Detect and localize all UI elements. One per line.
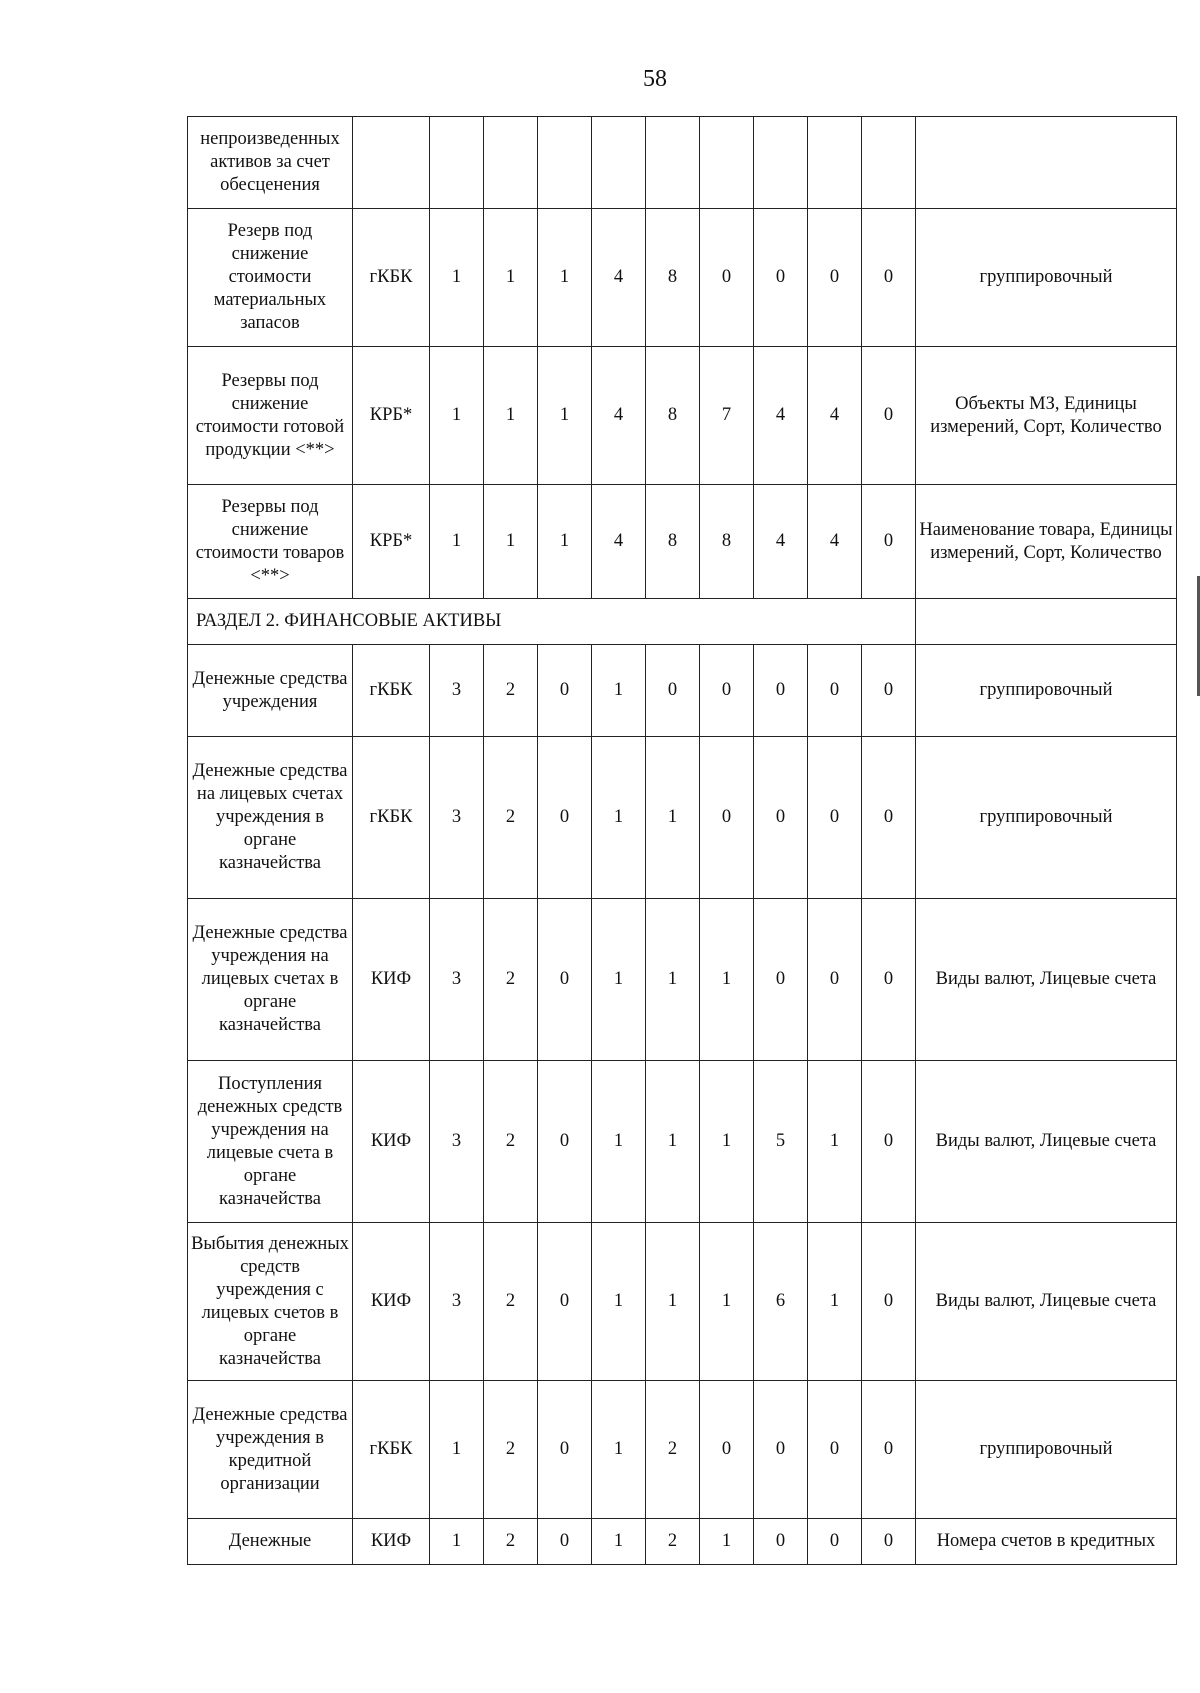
account-digit-cell: 7 bbox=[700, 347, 754, 485]
table-row bbox=[188, 645, 1177, 737]
account-digit-cell bbox=[754, 117, 808, 209]
section-header-body bbox=[188, 599, 1177, 645]
account-digit-cell: 1 bbox=[808, 1061, 862, 1223]
account-digit-cell bbox=[592, 117, 646, 209]
account-digit-cell: 0 bbox=[862, 347, 916, 485]
section-header-row bbox=[188, 599, 1177, 645]
account-digit-cell: 1 bbox=[592, 1061, 646, 1223]
account-digit-cell: 1 bbox=[592, 1223, 646, 1381]
account-digit-cell: 0 bbox=[808, 899, 862, 1061]
section-blank-cell bbox=[916, 599, 1177, 645]
account-digit-cell: 1 bbox=[700, 899, 754, 1061]
account-digit-cell: 1 bbox=[430, 1381, 484, 1519]
table-row bbox=[188, 1381, 1177, 1519]
account-digit-cell: 0 bbox=[538, 1061, 592, 1223]
table-row bbox=[188, 1061, 1177, 1223]
account-digit-cell: 2 bbox=[484, 1061, 538, 1223]
account-code-type-cell: КРБ* bbox=[353, 485, 430, 599]
account-digit-cell: 1 bbox=[484, 347, 538, 485]
account-code-type-cell bbox=[353, 117, 430, 209]
account-code-type-cell: КИФ bbox=[353, 1519, 430, 1565]
account-digit-cell: 0 bbox=[646, 645, 700, 737]
accounts-table-body-lower bbox=[188, 645, 1177, 1565]
account-digit-cell: 0 bbox=[538, 737, 592, 899]
table-row bbox=[188, 347, 1177, 485]
account-digit-cell: 2 bbox=[484, 645, 538, 737]
account-digit-cell: 0 bbox=[754, 1381, 808, 1519]
account-digit-cell: 0 bbox=[808, 1519, 862, 1565]
account-digit-cell bbox=[700, 117, 754, 209]
account-digit-cell: 0 bbox=[538, 1381, 592, 1519]
section-title: РАЗДЕЛ 2. ФИНАНСОВЫЕ АКТИВЫ bbox=[188, 599, 916, 645]
account-name-cell: Резерв под снижение стоимости материальных запасов bbox=[188, 209, 353, 347]
account-digit-cell: 6 bbox=[754, 1223, 808, 1381]
account-digit-cell: 1 bbox=[430, 347, 484, 485]
account-digit-cell: 1 bbox=[700, 1061, 754, 1223]
account-digit-cell: 0 bbox=[808, 209, 862, 347]
account-digit-cell: 1 bbox=[592, 899, 646, 1061]
account-digit-cell: 0 bbox=[808, 737, 862, 899]
account-digit-cell: 8 bbox=[700, 485, 754, 599]
account-digit-cell: 3 bbox=[430, 899, 484, 1061]
page-number: 58 bbox=[643, 66, 667, 92]
account-digit-cell: 0 bbox=[808, 1381, 862, 1519]
account-digit-cell: 0 bbox=[754, 1519, 808, 1565]
account-code-type-cell: КРБ* bbox=[353, 347, 430, 485]
analytics-description-cell: Виды валют, Лицевые счета bbox=[916, 1223, 1177, 1381]
account-code-type-cell: КИФ bbox=[353, 1061, 430, 1223]
accounts-table bbox=[187, 116, 1177, 1565]
analytics-description-cell: Виды валют, Лицевые счета bbox=[916, 1061, 1177, 1223]
account-digit-cell: 1 bbox=[592, 737, 646, 899]
table-row bbox=[188, 1519, 1177, 1565]
account-digit-cell: 4 bbox=[592, 347, 646, 485]
account-digit-cell: 4 bbox=[592, 209, 646, 347]
account-digit-cell: 1 bbox=[646, 1061, 700, 1223]
account-digit-cell: 4 bbox=[592, 485, 646, 599]
table-row bbox=[188, 1223, 1177, 1381]
account-digit-cell: 1 bbox=[538, 485, 592, 599]
account-name-cell: Денежные средства учреждения в кредитной организации bbox=[188, 1381, 353, 1519]
account-digit-cell: 1 bbox=[646, 737, 700, 899]
account-digit-cell: 1 bbox=[430, 1519, 484, 1565]
account-digit-cell: 3 bbox=[430, 645, 484, 737]
account-digit-cell: 2 bbox=[484, 1223, 538, 1381]
account-digit-cell bbox=[538, 117, 592, 209]
account-digit-cell: 1 bbox=[808, 1223, 862, 1381]
account-digit-cell: 1 bbox=[430, 209, 484, 347]
account-digit-cell: 2 bbox=[484, 1519, 538, 1565]
account-digit-cell: 0 bbox=[700, 737, 754, 899]
account-digit-cell: 0 bbox=[862, 1061, 916, 1223]
analytics-description-cell: Объекты МЗ, Единицы измерений, Сорт, Количество bbox=[916, 347, 1177, 485]
account-digit-cell: 1 bbox=[538, 347, 592, 485]
account-digit-cell: 1 bbox=[484, 209, 538, 347]
account-digit-cell: 1 bbox=[700, 1223, 754, 1381]
account-digit-cell: 5 bbox=[754, 1061, 808, 1223]
account-name-cell: Выбытия денежных средств учреждения с лицевых счетов в органе казначейства bbox=[188, 1223, 353, 1381]
account-digit-cell: 3 bbox=[430, 1223, 484, 1381]
account-digit-cell: 3 bbox=[430, 737, 484, 899]
account-digit-cell: 2 bbox=[484, 737, 538, 899]
account-digit-cell: 0 bbox=[862, 1223, 916, 1381]
account-name-cell: Денежные средства учреждения bbox=[188, 645, 353, 737]
analytics-description-cell: группировочный bbox=[916, 645, 1177, 737]
analytics-description-cell: Номера счетов в кредитных bbox=[916, 1519, 1177, 1565]
account-digit-cell: 1 bbox=[592, 1519, 646, 1565]
account-digit-cell: 4 bbox=[808, 485, 862, 599]
account-name-cell: Денежные bbox=[188, 1519, 353, 1565]
account-digit-cell: 0 bbox=[862, 899, 916, 1061]
table-row bbox=[188, 737, 1177, 899]
accounts-table-body-upper bbox=[188, 117, 1177, 599]
table-row bbox=[188, 899, 1177, 1061]
account-digit-cell: 1 bbox=[484, 485, 538, 599]
account-digit-cell: 0 bbox=[862, 1519, 916, 1565]
account-digit-cell: 0 bbox=[700, 645, 754, 737]
analytics-description-cell: Наименование товара, Единицы измерений, Сорт, Количество bbox=[916, 485, 1177, 599]
account-digit-cell: 1 bbox=[646, 899, 700, 1061]
account-digit-cell: 1 bbox=[538, 209, 592, 347]
account-digit-cell: 4 bbox=[754, 347, 808, 485]
account-name-cell: Поступления денежных средств учреждения на лицевые счета в органе казначейства bbox=[188, 1061, 353, 1223]
account-digit-cell bbox=[484, 117, 538, 209]
account-digit-cell: 0 bbox=[808, 645, 862, 737]
analytics-description-cell: группировочный bbox=[916, 1381, 1177, 1519]
account-digit-cell: 8 bbox=[646, 485, 700, 599]
account-digit-cell: 0 bbox=[538, 1519, 592, 1565]
table-row bbox=[188, 209, 1177, 347]
analytics-description-cell: группировочный bbox=[916, 737, 1177, 899]
account-digit-cell: 0 bbox=[754, 645, 808, 737]
account-digit-cell: 0 bbox=[862, 645, 916, 737]
account-digit-cell: 1 bbox=[592, 1381, 646, 1519]
account-digit-cell bbox=[430, 117, 484, 209]
account-name-cell: Денежные средства учреждения на лицевых счетах в органе казначейства bbox=[188, 899, 353, 1061]
account-digit-cell: 0 bbox=[754, 899, 808, 1061]
account-digit-cell: 2 bbox=[484, 899, 538, 1061]
account-digit-cell: 0 bbox=[700, 1381, 754, 1519]
account-digit-cell: 0 bbox=[538, 1223, 592, 1381]
account-digit-cell: 4 bbox=[754, 485, 808, 599]
account-digit-cell: 1 bbox=[592, 645, 646, 737]
account-digit-cell: 8 bbox=[646, 209, 700, 347]
account-digit-cell: 1 bbox=[700, 1519, 754, 1565]
account-name-cell: Резервы под снижение стоимости товаров <**> bbox=[188, 485, 353, 599]
account-digit-cell: 8 bbox=[646, 347, 700, 485]
account-digit-cell: 2 bbox=[646, 1381, 700, 1519]
account-name-cell: Резервы под снижение стоимости готовой продукции <**> bbox=[188, 347, 353, 485]
account-digit-cell: 0 bbox=[862, 737, 916, 899]
account-digit-cell: 0 bbox=[538, 899, 592, 1061]
analytics-description-cell bbox=[916, 117, 1177, 209]
account-digit-cell: 0 bbox=[754, 209, 808, 347]
account-digit-cell: 0 bbox=[862, 1381, 916, 1519]
account-digit-cell: 1 bbox=[430, 485, 484, 599]
table-row bbox=[188, 485, 1177, 599]
account-digit-cell: 2 bbox=[484, 1381, 538, 1519]
account-code-type-cell: КИФ bbox=[353, 1223, 430, 1381]
account-name-cell: Денежные средства на лицевых счетах учреждения в органе казначейства bbox=[188, 737, 353, 899]
analytics-description-cell: группировочный bbox=[916, 209, 1177, 347]
account-digit-cell: 0 bbox=[538, 645, 592, 737]
account-digit-cell: 0 bbox=[754, 737, 808, 899]
account-digit-cell bbox=[862, 117, 916, 209]
account-code-type-cell: гКБК bbox=[353, 1381, 430, 1519]
account-digit-cell: 3 bbox=[430, 1061, 484, 1223]
account-code-type-cell: гКБК bbox=[353, 645, 430, 737]
account-name-cell: непроизведенных активов за счет обесценения bbox=[188, 117, 353, 209]
analytics-description-cell: Виды валют, Лицевые счета bbox=[916, 899, 1177, 1061]
account-digit-cell: 0 bbox=[862, 209, 916, 347]
account-digit-cell: 2 bbox=[646, 1519, 700, 1565]
account-code-type-cell: гКБК bbox=[353, 737, 430, 899]
account-digit-cell bbox=[808, 117, 862, 209]
account-code-type-cell: гКБК bbox=[353, 209, 430, 347]
account-digit-cell: 4 bbox=[808, 347, 862, 485]
table-row bbox=[188, 117, 1177, 209]
account-digit-cell bbox=[646, 117, 700, 209]
account-digit-cell: 0 bbox=[862, 485, 916, 599]
account-digit-cell: 1 bbox=[646, 1223, 700, 1381]
account-code-type-cell: КИФ bbox=[353, 899, 430, 1061]
account-digit-cell: 0 bbox=[700, 209, 754, 347]
